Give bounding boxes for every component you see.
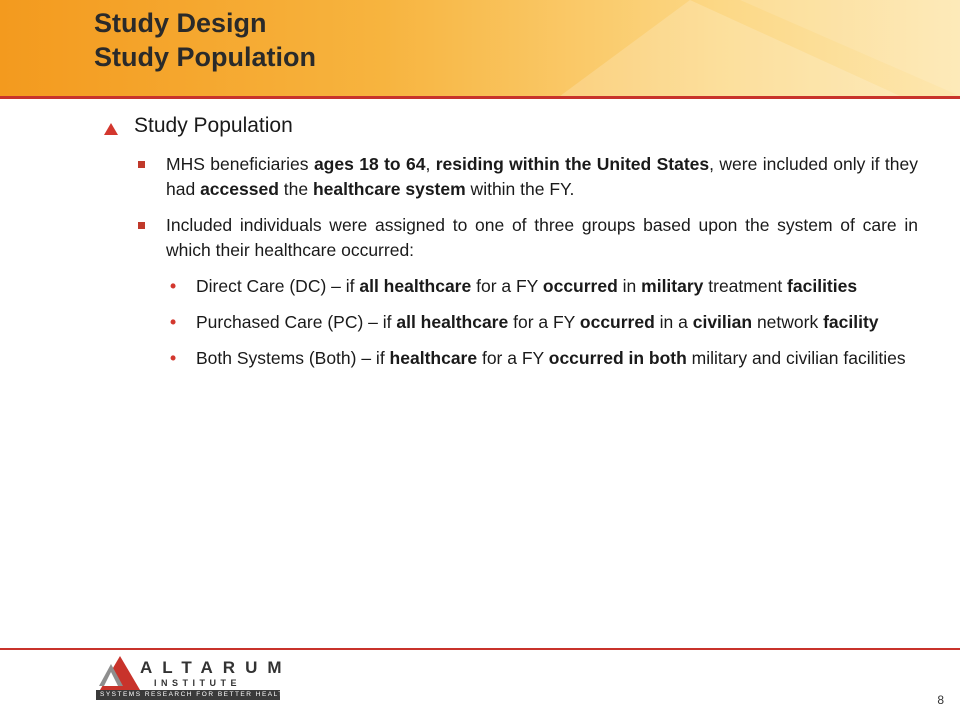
level3-text-segment: civilian — [692, 312, 753, 332]
level1-item — [98, 112, 918, 140]
level3-text-segment: network — [752, 312, 824, 332]
level2-text-segment: the — [278, 179, 313, 199]
dot-bullet-icon: • — [170, 348, 177, 368]
level3-item — [98, 346, 918, 371]
slide-title-line2: Study Population — [94, 42, 316, 72]
level2-text-segment: Included individuals were assigned to one of three groups based upon the system of care in which their healthcare occurred: — [166, 215, 918, 260]
page-number: 8 — [937, 693, 944, 707]
level2-text-segment: healthcare system — [312, 179, 466, 199]
level2-item — [98, 213, 918, 263]
slide-body — [98, 112, 918, 382]
logo-tagline: SYSTEMS RESEARCH FOR BETTER HEALTH — [100, 691, 290, 698]
level3-text-segment: facility — [823, 312, 879, 332]
level2-text-segment: residing within the United States — [435, 154, 710, 174]
slide-header — [0, 0, 960, 96]
level3-text-segment: occurred in both — [548, 348, 687, 368]
level3-text — [196, 276, 857, 296]
level3-text-segment: treatment — [703, 276, 788, 296]
logo-mark-icon — [96, 656, 140, 690]
level3-text — [196, 312, 879, 332]
square-bullet-icon — [138, 222, 145, 229]
level3-text-segment: healthcare — [389, 348, 478, 368]
level3-text-segment: in a — [654, 312, 693, 332]
level3-text-segment: facilities — [787, 276, 858, 296]
level2-item — [98, 152, 918, 202]
level2-text — [166, 154, 918, 199]
header-divider — [0, 96, 960, 99]
triangle-bullet-icon — [104, 123, 118, 135]
level3-text-segment: military — [641, 276, 704, 296]
dot-bullet-icon: • — [170, 312, 177, 332]
footer-divider — [0, 648, 960, 650]
level1-label: Study Population — [134, 114, 293, 137]
slide-title — [94, 6, 316, 74]
dot-bullet-icon: • — [170, 276, 177, 296]
altarum-logo — [96, 656, 292, 704]
level3-text-segment: for a FY — [508, 312, 580, 332]
level2-text-segment: within the FY. — [465, 179, 575, 199]
level3-text-segment: Both Systems (Both) – if — [196, 348, 390, 368]
level2-text — [166, 215, 918, 260]
level2-list — [98, 152, 918, 263]
level3-text-segment: occurred — [579, 312, 655, 332]
level3-item — [98, 274, 918, 299]
level3-text-segment: in — [617, 276, 642, 296]
level2-text-segment: MHS beneficiaries — [166, 154, 314, 174]
logo-wordmark: ALTARUM — [140, 658, 292, 677]
level3-text-segment: for a FY — [477, 348, 549, 368]
level3-text-segment: for a FY — [471, 276, 543, 296]
level3-text-segment: military and civilian facilities — [686, 348, 906, 368]
level3-text-segment: Direct Care (DC) – if — [196, 276, 360, 296]
level3-item — [98, 310, 918, 335]
slide-title-line1: Study Design — [94, 8, 267, 38]
logo-subtitle: INSTITUTE — [154, 678, 241, 688]
level3-text — [196, 348, 906, 368]
level2-text-segment: , were included only if they had — [166, 154, 918, 199]
level3-text-segment: occurred — [542, 276, 618, 296]
level2-text-segment: ages 18 to 64 — [313, 154, 426, 174]
level3-list — [98, 274, 918, 371]
level3-text-segment: all healthcare — [359, 276, 472, 296]
level3-text-segment: Purchased Care (PC) – if — [196, 312, 397, 332]
level2-text-segment: , — [425, 154, 436, 174]
level3-text-segment: all healthcare — [396, 312, 509, 332]
square-bullet-icon — [138, 161, 145, 168]
level2-text-segment: accessed — [200, 179, 279, 199]
